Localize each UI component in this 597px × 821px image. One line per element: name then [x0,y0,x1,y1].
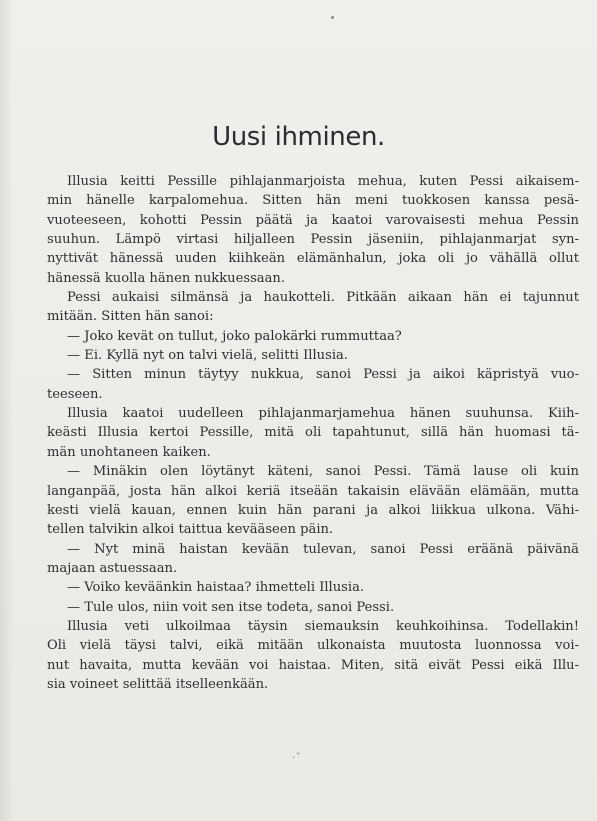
text-line: min hänelle karpalomehua. Sitten hän meni tuokkosen kanssa pesä- [47,193,579,209]
text-line: — Minäkin olen löytänyt käteni, sanoi Pessi. Tämä lause oli kuin [67,464,579,480]
text-line: — Tule ulos, niin voit sen itse todeta, sanoi Pessi. [67,599,395,615]
paragraph [47,365,579,404]
paragraph [47,462,579,539]
text-line: kesti vielä kauan, ennen kuin hän parani ja alkoi liikkua ulkona. Vähi- [47,502,579,518]
text-line: vuoteeseen, kohotti Pessin päätä ja kaatoi varovaisesti mehua Pessin [47,212,579,228]
text-line: keästi Illusia kertoi Pessille, mitä oli tapahtunut, sillä hän huomasi tä- [47,425,579,441]
text-line: — Sitten minun täytyy nukkua, sanoi Pessi ja aikoi käpristyä vuo- [67,367,579,383]
text-line: majaan astuessaan. [47,560,178,576]
text-line: Illusia veti ulkoilmaa täysin siemauksin keuhkoihinsa. Todellakin! [67,618,579,634]
text-line: nut havaita, mutta kevään voi haistaa. Miten, sitä eivät Pessi eikä Illu- [47,657,579,673]
body-text [47,172,579,694]
text-line: sia voineet selittää itselleenkään. [47,676,269,692]
text-line: — Voiko keväänkin haistaa? ihmetteli Illusia. [67,580,365,596]
text-line: suuhun. Lämpö virtasi hiljalleen Pessin jäseniin, pihlajanmarjat syn- [47,232,579,248]
paragraph [47,327,579,346]
text-line: Oli vielä täysi talvi, eikä mitään ulkonaista muutosta luonnossa voi- [47,638,579,654]
text-line: tellen talvikin alkoi taittua kevääseen päin. [47,522,334,538]
text-line: langanpää, josta hän alkoi keriä itseään takaisin elävään elämään, mutta [47,483,579,499]
text-line: nyttivät hänessä uuden kiihkeän elämänhalun, joka oli jo vähällä ollut [47,251,579,267]
paragraph [47,404,579,462]
print-speck [331,16,334,19]
text-line: — Nyt minä haistan kevään tulevan, sanoi Pessi eräänä päivänä [67,541,579,557]
paragraph [47,288,579,327]
paragraph [47,578,579,597]
text-line: mitään. Sitten hän sanoi: [47,309,214,325]
paragraph [47,346,579,365]
paragraph [47,540,579,579]
paragraph [47,172,579,288]
text-line: Pessi aukaisi silmänsä ja haukotteli. Pitkään aikaan hän ei tajunnut [67,290,579,306]
text-line: teeseen. [47,386,103,402]
text-line: hänessä kuolla hänen nukkuessaan. [47,270,286,286]
text-line: män unohtaneen kaiken. [47,444,211,460]
text-line: — Joko kevät on tullut, joko palokärki rummuttaa? [67,328,402,344]
paragraph [47,598,579,617]
printer-mark: ·ˇ [292,751,301,764]
text-line: Illusia kaatoi uudelleen pihlajanmarjamehua hänen suuhunsa. Kiih- [67,406,579,422]
paragraph [47,617,579,694]
text-line: Illusia keitti Pessille pihlajanmarjoista mehua, kuten Pessi aikaisem- [67,174,579,189]
text-line: — Ei. Kyllä nyt on talvi vielä, selitti Illusia. [67,348,348,364]
chapter-title: Uusi ihminen. [212,122,385,152]
